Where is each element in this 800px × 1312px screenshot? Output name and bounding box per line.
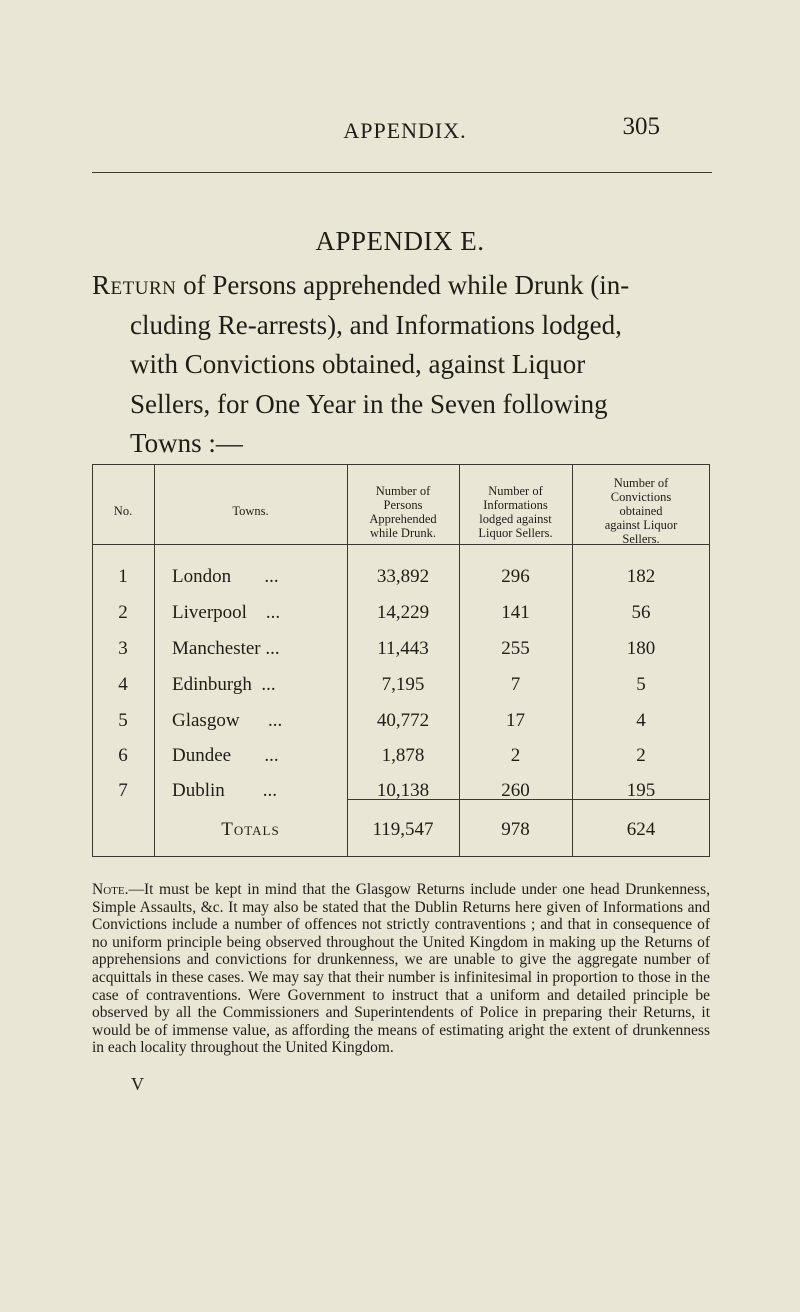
note-label: Note. [92, 881, 129, 898]
totals-convictions: 624 [626, 819, 656, 840]
row-town: Edinburgh ... [172, 674, 276, 695]
header-convictions [572, 476, 710, 546]
return-heading [92, 266, 712, 464]
row-number: 5 [118, 710, 128, 731]
table-row-dublin [92, 780, 710, 814]
row-convictions: 195 [626, 780, 656, 801]
header-convictions-line: against Liquor [604, 518, 678, 532]
appendix-title: APPENDIX E. [315, 226, 485, 256]
row-number: 1 [118, 566, 128, 587]
heading-line-5: Towns :— [130, 428, 243, 458]
row-number: 7 [118, 780, 128, 801]
row-informations: 17 [506, 710, 525, 731]
row-persons: 10,138 [376, 780, 430, 801]
table-row-dundee [92, 745, 710, 779]
header-convictions-line: Sellers. [622, 532, 660, 546]
table-top-border [92, 464, 710, 465]
row-town: Liverpool ... [172, 602, 281, 623]
heading-line-4: Sellers, for One Year in the Seven following [130, 388, 608, 419]
page-number: 305 [622, 113, 660, 140]
note-text: —It must be kept in mind that the Glasgow Returns include under one head Drunkenness, Simple Assaults, &c. It may also be stated that the Dublin Returns here given of Informations and Convictions include a number of offences not strictly contraventions ; and that in consequence of no uniform principle being observed throughout the United Kingdom in making up the Returns of apprehensions and convictions for drunkenness, we are unable to give the aggregate number of acquittals in these cases. We may say that their number is infinitesimal in proportion to those in the case of contraventions. Were Government to instruct that a uniform and detailed principle be observed by all the Commissioners and Superintendents of Police in preparing their Returns, it would be of immense value, as affording the means of estimating aright the extent of drunkenness in each locality throughout the United Kingdom. [92, 881, 710, 1057]
header-persons-line: while Drunk. [370, 526, 436, 540]
signature-mark: V [131, 1074, 144, 1094]
row-number: 6 [118, 745, 128, 766]
header-informations-line: Informations [483, 498, 548, 512]
header-convictions-line: obtained [619, 504, 663, 518]
row-persons: 1,878 [381, 745, 425, 766]
heading-line-2: cluding Re-arrests), and Informations lodged, [130, 309, 622, 340]
row-convictions: 182 [626, 566, 656, 587]
header-rule [92, 172, 712, 173]
row-persons: 7,195 [381, 674, 425, 695]
header-informations-line: lodged against [479, 512, 552, 526]
row-persons: 40,772 [376, 710, 430, 731]
row-informations: 255 [501, 638, 530, 659]
row-convictions: 4 [636, 710, 646, 731]
header-convictions-line: Number of [613, 476, 669, 490]
row-convictions: 2 [636, 745, 646, 766]
totals-informations: 978 [501, 819, 530, 840]
totals-label: Totals [221, 819, 280, 840]
row-number: 4 [118, 674, 128, 695]
header-informations [459, 484, 572, 540]
table-row-liverpool [92, 602, 710, 636]
header-no: No. [113, 504, 133, 518]
row-informations: 7 [510, 674, 521, 695]
header-towns: Towns. [232, 504, 269, 518]
running-head: APPENDIX. [343, 118, 467, 143]
row-informations: 296 [501, 566, 530, 587]
header-persons [347, 484, 459, 540]
row-informations: 260 [501, 780, 530, 801]
table-row-totals [92, 819, 710, 853]
row-town: Glasgow ... [172, 710, 283, 731]
row-convictions: 56 [631, 602, 651, 623]
row-informations: 2 [510, 745, 521, 766]
header-persons-line: Apprehended [369, 512, 437, 526]
table-bottom-border [92, 856, 710, 857]
table-row-manchester [92, 638, 710, 672]
header-persons-line: Number of [375, 484, 431, 498]
row-convictions: 180 [626, 638, 656, 659]
row-persons: 14,229 [376, 602, 430, 623]
heading-line-text: of Persons apprehended while Drunk (in- [183, 270, 630, 300]
row-town: Dundee ... [172, 745, 279, 766]
heading-line-1 [92, 266, 712, 306]
row-convictions: 5 [636, 674, 646, 695]
table-row-edinburgh [92, 674, 710, 708]
row-town: Manchester ... [172, 638, 280, 659]
totals-persons: 119,547 [372, 819, 434, 840]
footnote [92, 881, 710, 1057]
row-town: Dublin ... [172, 780, 278, 801]
header-convictions-line: Convictions [610, 490, 672, 504]
row-town: London ... [172, 566, 279, 587]
header-persons-line: Persons [383, 498, 423, 512]
row-persons: 11,443 [377, 638, 429, 659]
header-informations-line: Liquor Sellers. [478, 526, 553, 540]
header-informations-line: Number of [488, 484, 543, 498]
row-number: 3 [118, 638, 128, 659]
heading-lead: Return [92, 270, 177, 300]
heading-line-3: with Convictions obtained, against Liquor [130, 349, 586, 379]
row-informations: 141 [501, 602, 530, 623]
table-row-glasgow [92, 710, 710, 744]
returns-table [92, 464, 710, 857]
row-number: 2 [118, 602, 128, 623]
table-row-london [92, 566, 710, 600]
row-persons: 33,892 [376, 566, 430, 587]
